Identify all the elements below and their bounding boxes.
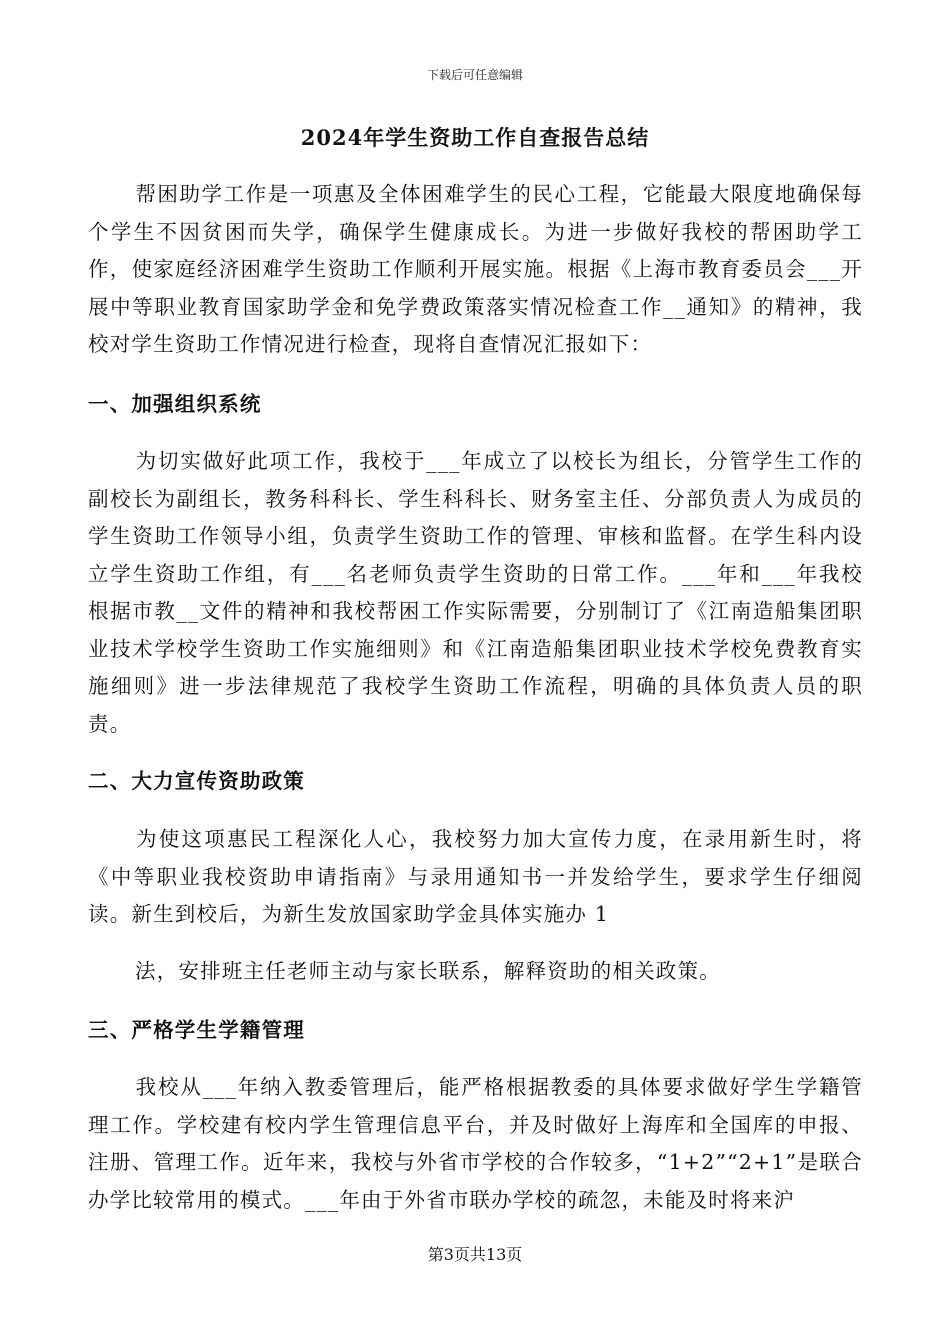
- document-title: 2024年学生资助工作自查报告总结: [300, 125, 650, 150]
- section1-heading: 一、加强组织系统: [88, 392, 262, 416]
- header-note: 下载后可任意编辑: [426, 68, 523, 82]
- section3-text: 我校从___年纳入教委管理后，能严格根据教委的具体要求做好学生学籍管理工作。学校建有校内学生管理信息平台，并及时做好上海库和全国库的申报、注册、管理工作。近年来，我校与外省市学校的合作较多，“1+2”“2+1”是联合办学比较常用的模式。___年由于外省市联办学校的疏忽，未能及时将来沪: [88, 1075, 863, 1212]
- section2-heading: 二、大力宣传资助政策: [88, 769, 305, 793]
- section1-text: 为切实做好此项工作，我校于___年成立了以校长为组长，分管学生工作的副校长为副组长，教务科科长、学生科科长、财务室主任、分部负责人为成员的学生资助工作领导小组，负责学生资助工作的管理、审核和监督。在学生科内设立学生资助工作组，有___名老师负责学生资助的日常工作。___年和___年我校根据市教__文件的精神和我校帮困工作实际需要，分别制订了《江南造船集团职业技术学校学生资助工作实施细则》和《江南造船集团职业技术学校免费教育实施细则》进一步法律规范了我校学生资助工作流程，明确的具体负责人员的职责。: [88, 449, 863, 736]
- section2-paragraph-continued: [88, 953, 863, 991]
- intro-paragraph: [88, 176, 863, 364]
- section3-paragraph: [88, 1069, 863, 1219]
- section1-paragraph: [88, 443, 863, 743]
- section2-text2: 法，安排班主任老师主动与家长联系，解释资助的相关政策。: [135, 959, 721, 983]
- page-footer: 第3页共13页: [427, 1245, 523, 1264]
- section3-heading: 三、严格学生学籍管理: [88, 1018, 305, 1042]
- section2-text: 为使这项惠民工程深化人心，我校努力加大宣传力度，在录用新生时，将《中等职业我校资助申请指南》与录用通知书一并发给学生，要求学生仔细阅读。新生到校后，为新生发放国家助学金具体实施办 1: [88, 827, 863, 926]
- section2-paragraph: [88, 821, 863, 934]
- intro-text: 帮困助学工作是一项惠及全体困难学生的民心工程，它能最大限度地确保每个学生不因贫困而失学，确保学生健康成长。为进一步做好我校的帮困助学工作，使家庭经济困难学生资助工作顺利开展实施。根据《上海市教育委员会___开展中等职业教育国家助学金和免学费政策落实情况检查工作__通知》的精神，我校对学生资助工作情况进行检查，现将自查情况汇报如下：: [88, 182, 863, 356]
